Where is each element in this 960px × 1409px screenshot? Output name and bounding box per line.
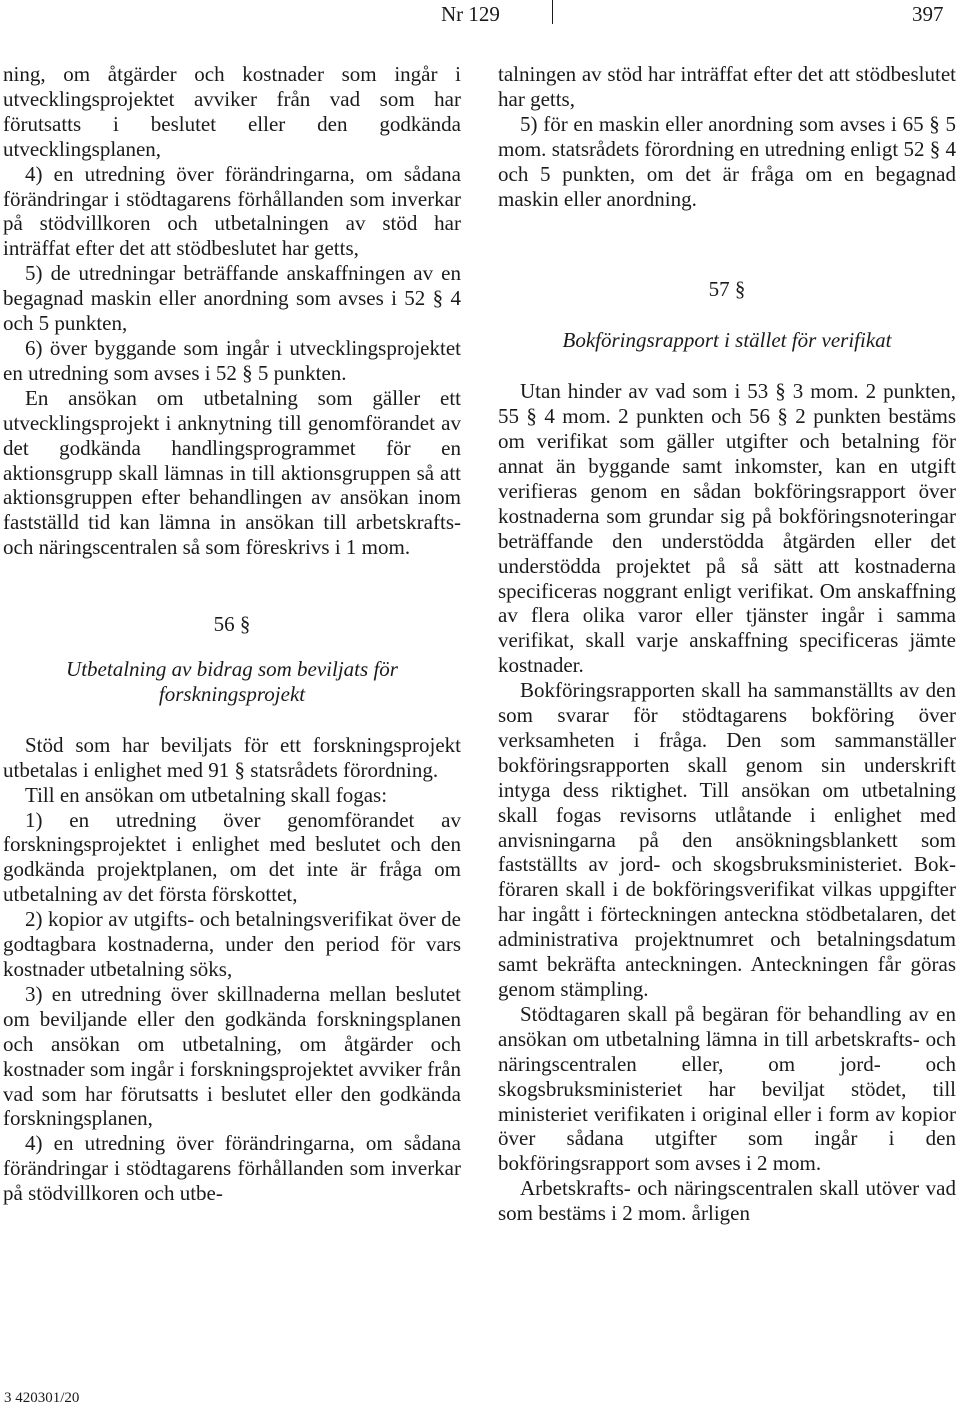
- page-number: 397: [912, 2, 944, 26]
- section-number: 57 §: [708, 277, 746, 302]
- paragraph: Till en ansökan om utbetalning skall fogas:: [25, 782, 388, 807]
- section-title: Utbetalning av bidrag som beviljats för forskningsprojekt: [66, 657, 398, 706]
- paragraph: talningen av stöd har inträffat efter det att stödbeslutet har getts,: [498, 62, 956, 111]
- print-code: 3 420301/20: [4, 1390, 80, 1406]
- paragraph: Utan hinder av vad som i 53 § 3 mom. 2 punkten, 55 § 4 mom. 2 punkten och 56 § 2 punkten bestäms om verifikat som gäller utgifter och betalning för annat än byggande samt inkomster, kan en utgift verifieras genom en sådan bokföringsrapport över kostnaderna som grundar sig på bokföringsnoteringar beträffande den understödda åtgärden eller det understödda projektet på så sätt att kostnaderna specificeras noggrant enligt verifikat. Om anskaffning av flera olika varor eller tjänster ingår i samma verifikat, skall varje anskaffning specificeras jämte kostnader.: [498, 379, 956, 678]
- section-number: 56 §: [213, 612, 251, 637]
- page-header: [0, 0, 960, 28]
- paragraph: 5) för en maskin eller anordning som avses i 65 § 5 mom. statsrådets förordning en utredning enligt 52 § 4 och 5 punkten, om det är fråga om en begagnad maskin eller anordning.: [498, 111, 956, 211]
- paragraph: Stöd som har beviljats för ett forskningsprojekt utbetalas i enlighet med 91 § statsrådets förordning.: [3, 732, 461, 782]
- paragraph: Bokföringsrapporten skall ha sammanställts av den som svarar för stödtagarens bokföring över verksamheten i fråga. Den som sammanställer bokföringsrapporten skall genom sin underskrift intyga dess riktighet. Till ansökan om utbetalning skall fogas revisorns utlåtande i enlighet med anvisningarna på den ansökningsblankett som fastställts av jord- och skogsbruksministeriet. Bokföraren skall i de bokföringsverifikat vilkas uppgifter har ingått i förteckningen anteckna stödbetalaren, det administrativa projektnumret och betalningsdatum samt bekräfta anteckningen. Anteckningen får göras genom stämpling.: [498, 678, 956, 1001]
- paragraph: ning, om åtgärder och kostnader som ingår i utvecklingsprojektet avviker från vad som har förutsatts i beslutet eller den godkända utvecklingsplanen,: [3, 62, 461, 161]
- paragraph: En ansökan om utbetalning som gäller ett utvecklingsprojekt i anknytning till genomförandet av det godkända handlingsprogrammet för en aktionsgrupp skall lämnas in till aktionsgruppen så att aktionsgruppen efter behandlingen av ansökan inom fastställd tid kan lämna in ansökan till arbetskrafts- och näringscentralen så som föreskrivs i 1 mom.: [3, 385, 461, 560]
- paragraph: 3) en utredning över skillnaderna mellan beslutet om beviljande eller den godkända forskningsplanen och ansökan om utbetalning, om åtgärder och kostnader som ingår i forskningsprojektet avviker från vad som har förutsatts i beslutet eller den godkända forskningsplanen,: [3, 981, 461, 1131]
- paragraph: 5) de utredningar beträffande anskaffningen av en begagnad maskin eller anordning som avses i 52 § 4 och 5 punkten,: [3, 261, 461, 336]
- paragraph: 1) en utredning över genomförandet av forskningsprojektet i enlighet med beslutet och den godkända projektplanen, om det inte är fråga om utbetalning av det första förskottet,: [3, 807, 461, 907]
- paragraph: 4) en utredning över förändringarna, om sådana förändringar i stödtagarens förhållanden som inverkar på stödvillkoren och utbetalningen av stöd har inträffat efter det att stödbeslutet har getts,: [3, 161, 461, 261]
- section-title: Bokföringsrapport i stället för verifikat: [562, 328, 892, 353]
- left-column: [3, 62, 461, 1206]
- paragraph: Arbetskrafts- och näringscentralen skall utöver vad som bestäms i 2 mom. årligen: [498, 1176, 956, 1226]
- paragraph: 2) kopior av utgifts- och betalningsverifikat över de godtagbara kostnaderna, under den period för vars kostnader utbetalning söks,: [3, 907, 461, 981]
- right-column: [498, 62, 956, 1226]
- paragraph: 4) en utredning över förändringarna, om sådana förändringar i stödtagarens förhållanden som inverkar på stödvillkoren och utbe-: [3, 1131, 461, 1206]
- paragraph: Stödtagaren skall på begäran för behandling av en ansökan om utbetalning lämna in till arbetskrafts- och näringscentralen eller, om jord- och skogsbruksministeriet har beviljat stödet, till ministeriet verifikaten i original eller i form av kopior över sådana utgifter som ingår i den bokföringsrapport som avses i 2 mom.: [498, 1001, 956, 1176]
- header-divider: [552, 0, 553, 24]
- paragraph: 6) över byggande som ingår i utvecklingsprojektet en utredning som avses i 52 § 5 punkten.: [3, 335, 461, 385]
- issue-number: Nr 129: [441, 2, 500, 26]
